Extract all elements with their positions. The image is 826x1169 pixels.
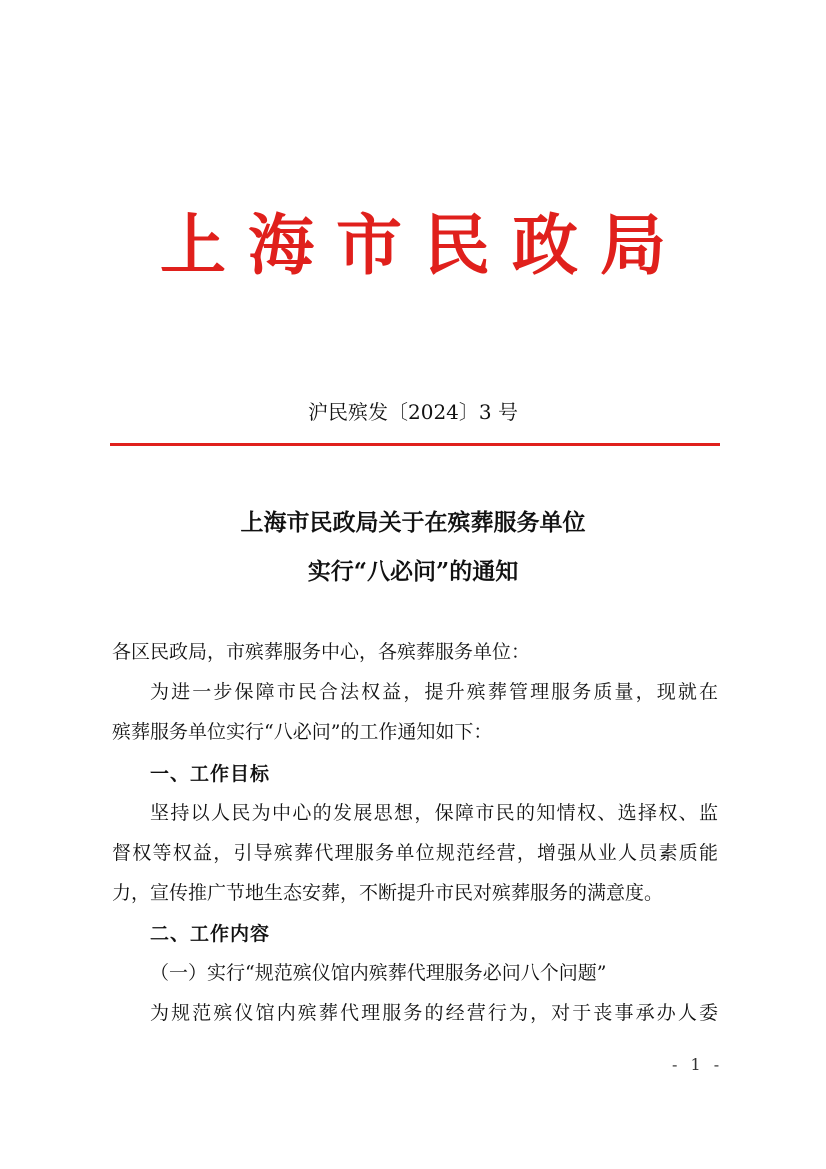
masthead-title: 上海市民政局 (160, 206, 688, 284)
section-2-paragraph-line-1: 为规范殡仪馆内殡葬代理服务的经营行为，对于丧事承办人委 (150, 1002, 718, 1024)
intro-paragraph-line-1: 为进一步保障市民合法权益，提升殡葬管理服务质量，现就在 (150, 681, 718, 703)
document-title-line-1: 上海市民政局关于在殡葬服务单位 (240, 509, 586, 536)
section-2-subheading: （一）实行“规范殡仪馆内殡葬代理服务必问八个问题” (150, 962, 607, 984)
section-1-paragraph-line-3: 力，宣传推广节地生态安葬，不断提升市民对殡葬服务的满意度。 (112, 882, 664, 904)
page-number: - 1 - (672, 1055, 724, 1074)
intro-paragraph-line-2: 殡葬服务单位实行“八必问”的工作通知如下： (112, 721, 493, 743)
section-1-heading: 一、工作目标 (150, 763, 271, 785)
section-1-paragraph-line-1: 坚持以人民为中心的发展思想，保障市民的知情权、选择权、监 (150, 802, 718, 824)
section-2-heading: 二、工作内容 (150, 923, 271, 945)
document-number: 沪民殡发〔2024〕3 号 (308, 400, 518, 424)
recipients-line: 各区民政局，市殡葬服务中心，各殡葬服务单位： (112, 641, 531, 663)
section-1-paragraph-line-2: 督权等权益，引导殡葬代理服务单位规范经营，增强从业人员素质能 (112, 842, 718, 864)
document-title-line-2: 实行“八必问”的通知 (307, 558, 519, 585)
red-divider-line (110, 443, 720, 446)
